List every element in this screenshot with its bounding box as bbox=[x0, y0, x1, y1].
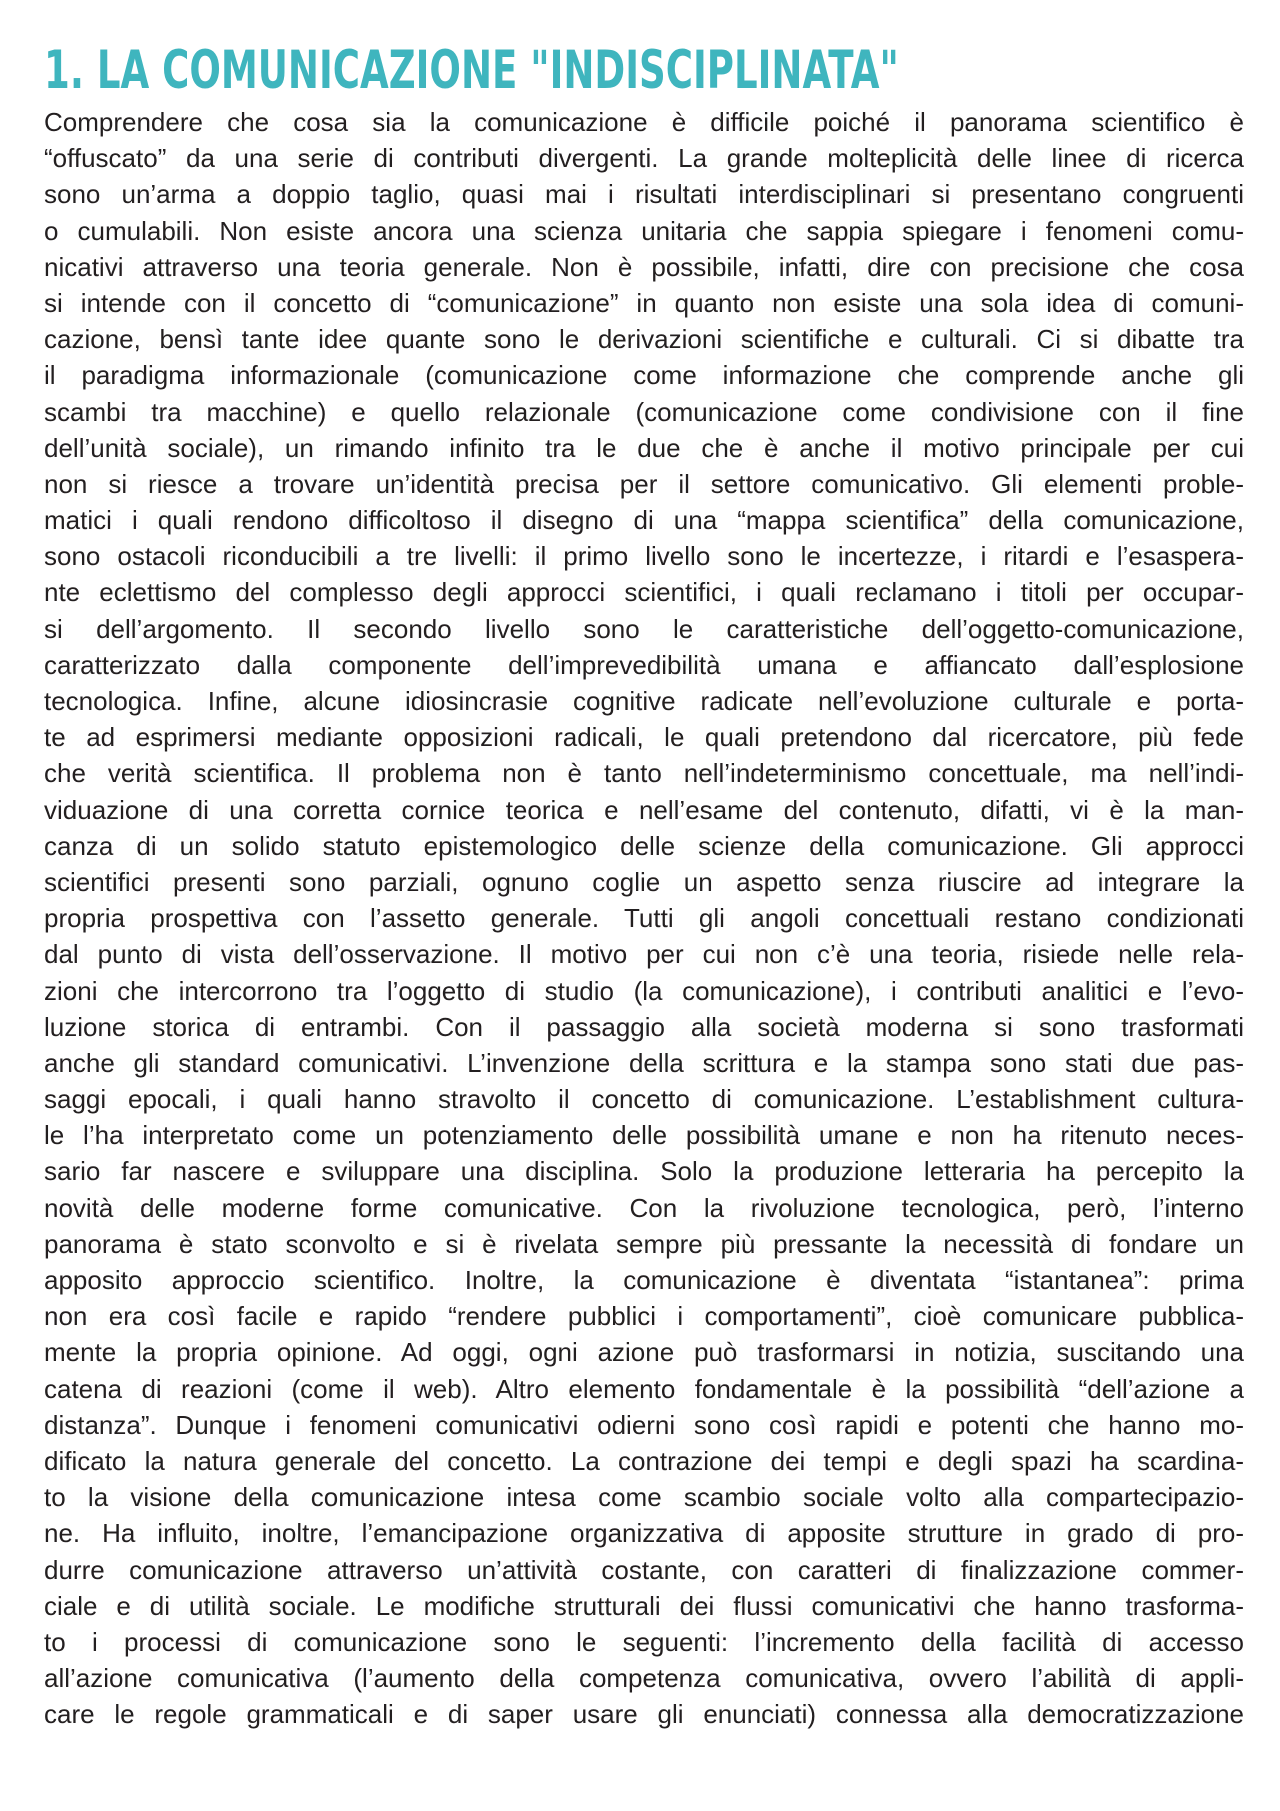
text-line: “offuscato” da una serie di contributi divergenti. La grande molteplicità delle linee di ricerca bbox=[44, 143, 1244, 174]
text-line: cazione, bensì tante idee quante sono le derivazioni scientifiche e culturali. Ci si dibatte tra bbox=[44, 324, 1244, 355]
text-line: che verità scientifica. Il problema non è tanto nell’indeterminismo concettuale, ma nell’indi- bbox=[44, 758, 1244, 789]
text-line: saggi epocali, i quali hanno stravolto il concetto di comunicazione. L’establishment cultura- bbox=[44, 1084, 1244, 1115]
text-line: o cumulabili. Non esiste ancora una scienza unitaria che sappia spiegare i fenomeni comu- bbox=[44, 215, 1244, 246]
text-line: ne. Ha influito, inoltre, l’emancipazione organizzativa di apposite strutture in grado di pro- bbox=[44, 1518, 1244, 1549]
text-line: sono ostacoli riconducibili a tre livelli: il primo livello sono le incertezze, i ritardi e l’esaspera- bbox=[44, 541, 1244, 572]
text-line: non si riesce a trovare un’identità precisa per il settore comunicativo. Gli elementi proble- bbox=[44, 468, 1244, 499]
text-line: viduazione di una corretta cornice teorica e nell’esame del contenuto, difatti, vi è la man- bbox=[44, 794, 1244, 825]
text-line: care le regole grammaticali e di saper usare gli enunciati) connessa alla democratizzazione bbox=[44, 1699, 1244, 1730]
text-line: canza di un solido statuto epistemologico delle scienze della comunicazione. Gli approcci bbox=[44, 830, 1244, 861]
text-line: caratterizzato dalla componente dell’imprevedibilità umana e affiancato dall’esplosione bbox=[44, 649, 1244, 680]
text-line: anche gli standard comunicativi. L’invenzione della scrittura e la stampa sono stati due pas- bbox=[44, 1047, 1244, 1078]
text-line: te ad esprimersi mediante opposizioni radicali, le quali pretendono dal ricercatore, più fede bbox=[44, 722, 1244, 753]
body-paragraph bbox=[44, 104, 1244, 1732]
section-heading: 1. LA COMUNICAZIONE "INDISCIPLINATA" bbox=[44, 40, 899, 101]
text-line: non era così facile e rapido “rendere pubblici i comportamenti”, cioè comunicare pubblica- bbox=[44, 1301, 1244, 1332]
text-line: le l’ha interpretato come un potenziamento delle possibilità umane e non ha ritenuto neces- bbox=[44, 1120, 1244, 1151]
text-line: dell’unità sociale), un rimando infinito tra le due che è anche il motivo principale per cui bbox=[44, 432, 1244, 463]
text-line: matici i quali rendono difficoltoso il disegno di una “mappa scientifica” della comunicazione, bbox=[44, 505, 1244, 536]
text-line: to i processi di comunicazione sono le seguenti: l’incremento della facilità di accesso bbox=[44, 1626, 1244, 1657]
text-line: distanza”. Dunque i fenomeni comunicativi odierni sono così rapidi e potenti che hanno mo- bbox=[44, 1409, 1244, 1440]
text-line: scientifici presenti sono parziali, ognuno coglie un aspetto senza riuscire ad integrare la bbox=[44, 866, 1244, 897]
text-line: dificato la natura generale del concetto. La contrazione dei tempi e degli spazi ha scardina- bbox=[44, 1445, 1244, 1476]
text-line: zioni che intercorrono tra l’oggetto di studio (la comunicazione), i contributi analitici e l’evo- bbox=[44, 975, 1244, 1006]
text-line: dal punto di vista dell’osservazione. Il motivo per cui non c’è una teoria, risiede nelle rela- bbox=[44, 939, 1244, 970]
text-line: catena di reazioni (come il web). Altro elemento fondamentale è la possibilità “dell’azione a bbox=[44, 1373, 1244, 1404]
text-line: novità delle moderne forme comunicative. Con la rivoluzione tecnologica, però, l’interno bbox=[44, 1192, 1244, 1223]
text-line: si dell’argomento. Il secondo livello sono le caratteristiche dell’oggetto-comunicazione, bbox=[44, 613, 1244, 644]
text-line: propria prospettiva con l’assetto generale. Tutti gli angoli concettuali restano condizionati bbox=[44, 903, 1244, 934]
document-page bbox=[44, 40, 1244, 1732]
text-line: il paradigma informazionale (comunicazione come informazione che comprende anche gli bbox=[44, 360, 1244, 391]
text-line: nicativi attraverso una teoria generale. Non è possibile, infatti, dire con precisione che cosa bbox=[44, 251, 1244, 282]
text-line: mente la propria opinione. Ad oggi, ogni azione può trasformarsi in notizia, suscitando una bbox=[44, 1337, 1244, 1368]
text-line: panorama è stato sconvolto e si è rivelata sempre più pressante la necessità di fondare un bbox=[44, 1228, 1244, 1259]
text-line: sono un’arma a doppio taglio, quasi mai i risultati interdisciplinari si presentano congruenti bbox=[44, 179, 1244, 210]
text-line: Comprendere che cosa sia la comunicazione è difficile poiché il panorama scientifico è bbox=[44, 107, 1244, 137]
text-line: all’azione comunicativa (l’aumento della competenza comunicativa, ovvero l’abilità di appli- bbox=[44, 1663, 1244, 1694]
text-line: to la visione della comunicazione intesa come scambio sociale volto alla compartecipazio- bbox=[44, 1482, 1244, 1513]
text-line: si intende con il concetto di “comunicazione” in quanto non esiste una sola idea di comuni- bbox=[44, 287, 1244, 318]
text-line: apposito approccio scientifico. Inoltre, la comunicazione è diventata “istantanea”: prima bbox=[44, 1265, 1244, 1295]
text-line: luzione storica di entrambi. Con il passaggio alla società moderna si sono trasformati bbox=[44, 1011, 1244, 1042]
text-line: sario far nascere e sviluppare una disciplina. Solo la produzione letteraria ha percepito la bbox=[44, 1156, 1244, 1187]
text-line: durre comunicazione attraverso un’attività costante, con caratteri di finalizzazione commer- bbox=[44, 1554, 1244, 1585]
text-line: nte eclettismo del complesso degli approcci scientifici, i quali reclamano i titoli per occupar- bbox=[44, 577, 1244, 608]
text-line: ciale e di utilità sociale. Le modifiche strutturali dei flussi comunicativi che hanno trasforma- bbox=[44, 1590, 1244, 1621]
text-line: tecnologica. Infine, alcune idiosincrasie cognitive radicate nell’evoluzione culturale e porta- bbox=[44, 686, 1244, 716]
text-line: scambi tra macchine) e quello relazionale (comunicazione come condivisione con il fine bbox=[44, 396, 1244, 427]
